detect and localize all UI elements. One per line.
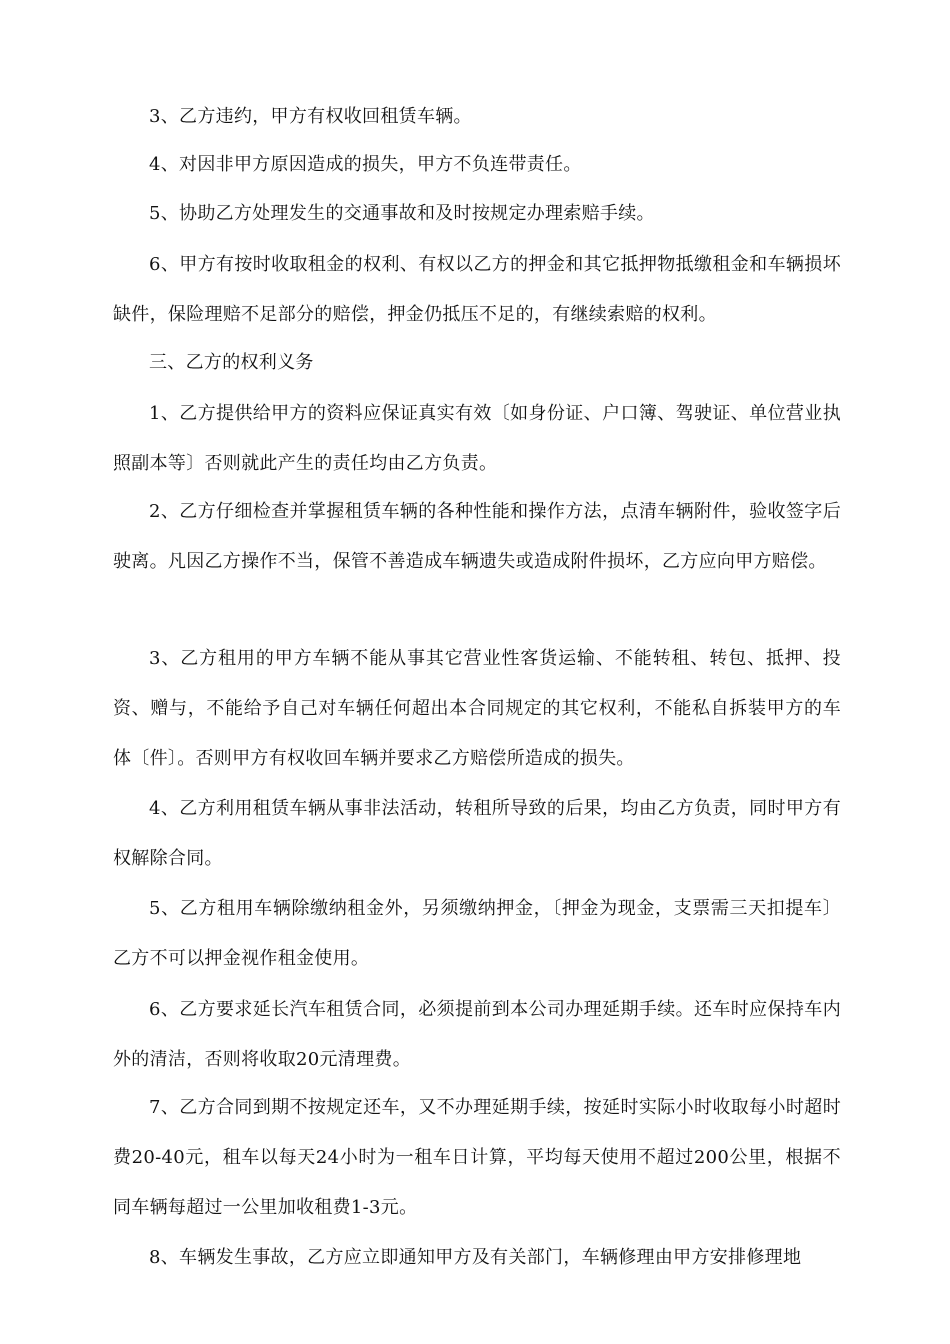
paragraph-party-b-6: 6、乙方要求延长汽车租赁合同，必须提前到本公司办理延期手续。还车时应保持车内外的清洁，否则将收取20元清理费。	[113, 999, 841, 1070]
paragraph-clause-3: 3、乙方违约，甲方有权收回租赁车辆。	[149, 106, 472, 127]
paragraph-party-b-3: 3、乙方租用的甲方车辆不能从事其它营业性客货运输、不能转租、转包、抵押、投资、赠与，不能给予自己对车辆任何超出本合同规定的其它权利，不能私自拆装甲方的车体〔件〕。否则甲方有权收回车辆并要求乙方赔偿所造成的损失。	[113, 648, 841, 769]
paragraph-party-b-7: 7、乙方合同到期不按规定还车，又不办理延期手续，按延时实际小时收取每小时超时费20-40元，租车以每天24小时为一租车日计算，平均每天使用不超过200公里，根据不同车辆每超过一公里加收租费1-3元。	[113, 1097, 841, 1218]
paragraph-party-b-1: 1、乙方提供给甲方的资料应保证真实有效〔如身份证、户口簿、驾驶证、单位营业执照副本等〕否则就此产生的责任均由乙方负责。	[113, 403, 841, 474]
paragraph-clause-5: 5、协助乙方处理发生的交通事故和及时按规定办理索赔手续。	[149, 203, 655, 224]
paragraph-party-b-5: 5、乙方租用车辆除缴纳租金外，另须缴纳押金，〔押金为现金，支票需三天扣提车〕乙方不可以押金视作租金使用。	[113, 898, 841, 969]
section-heading: 三、乙方的权利义务	[149, 352, 314, 373]
paragraph-party-b-4: 4、乙方利用租赁车辆从事非法活动，转租所导致的后果，均由乙方负责，同时甲方有权解除合同。	[113, 798, 841, 869]
paragraph-clause-4: 4、对因非甲方原因造成的损失，甲方不负连带责任。	[149, 154, 582, 175]
paragraph-clause-6: 6、甲方有按时收取租金的权利、有权以乙方的押金和其它抵押物抵缴租金和车辆损坏缺件，保险理赔不足部分的赔偿，押金仍抵压不足的，有继续索赔的权利。	[113, 254, 841, 325]
paragraph-party-b-2: 2、乙方仔细检查并掌握租赁车辆的各种性能和操作方法，点清车辆附件，验收签字后驶离。凡因乙方操作不当，保管不善造成车辆遗失或造成附件损坏，乙方应向甲方赔偿。	[113, 501, 841, 572]
paragraph-party-b-8: 8、车辆发生事故，乙方应立即通知甲方及有关部门，车辆修理由甲方安排修理地	[149, 1247, 802, 1268]
